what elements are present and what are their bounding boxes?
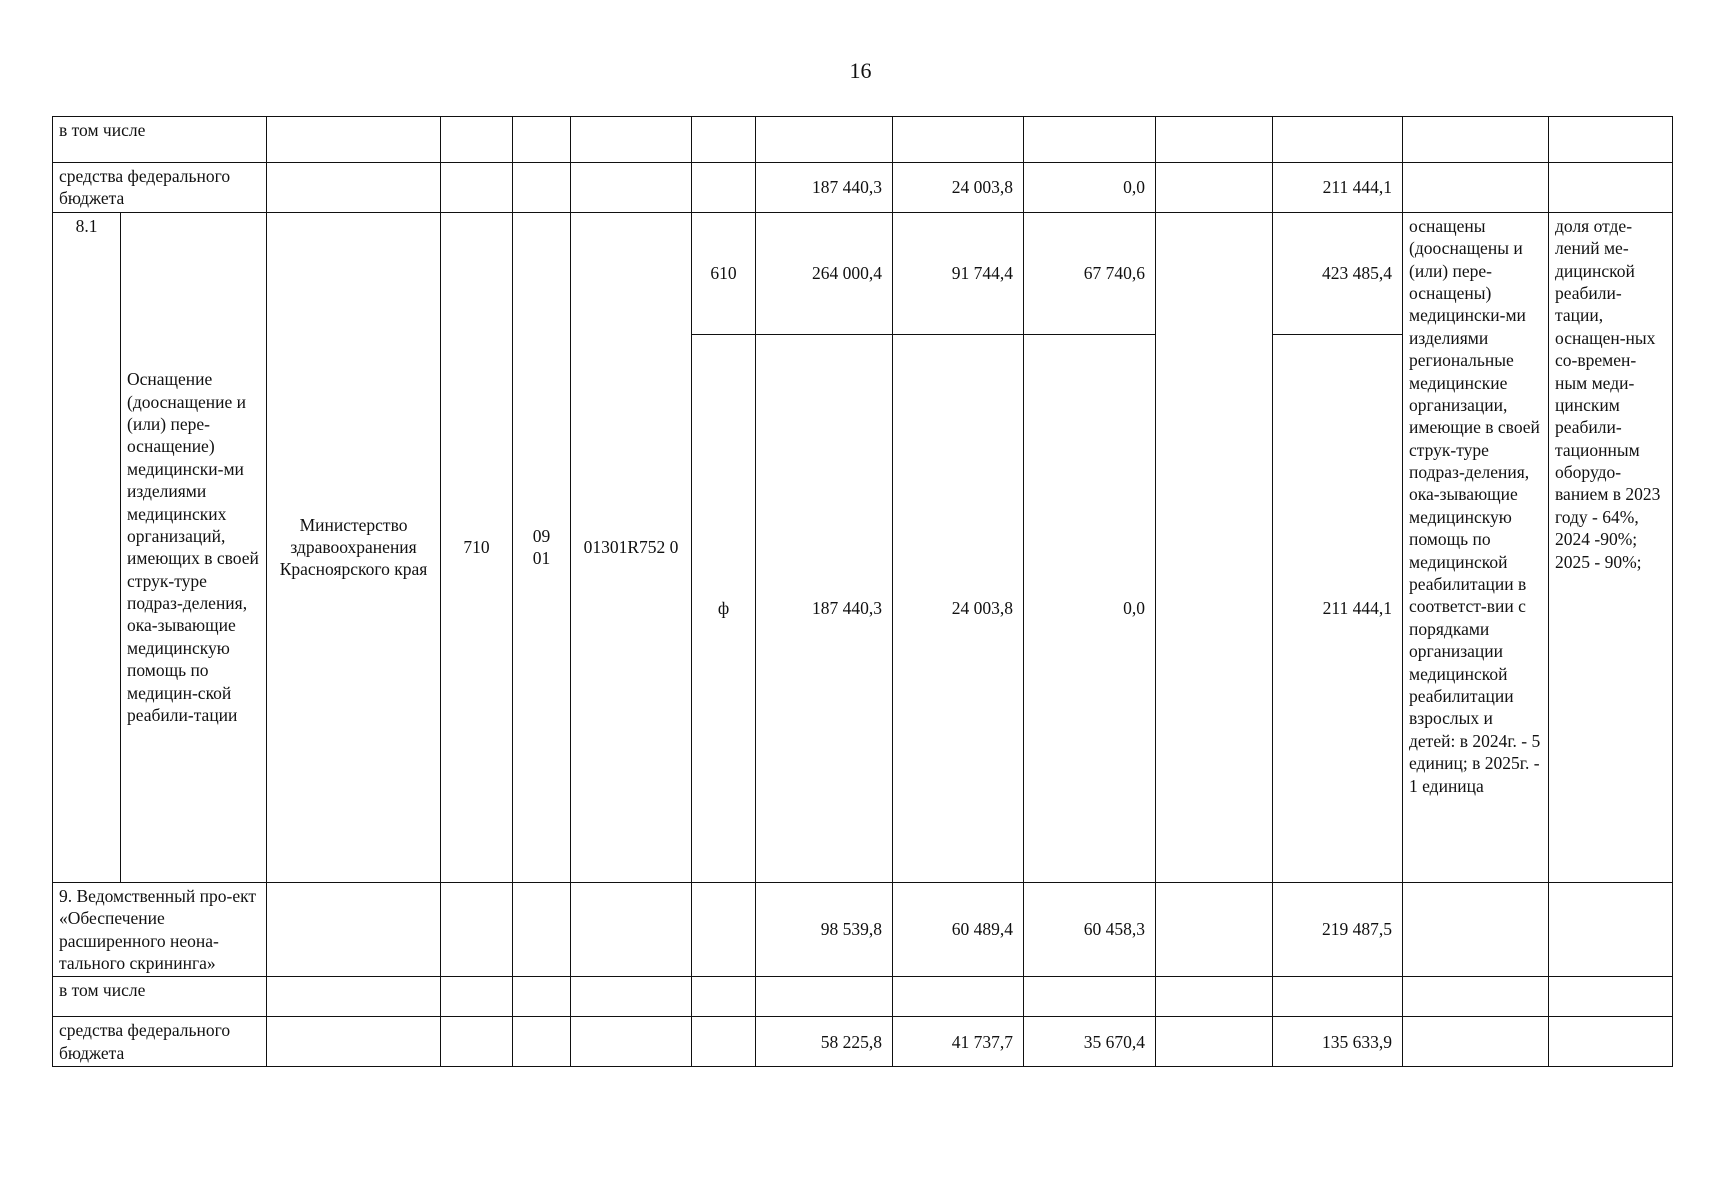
page-number: 16 [849,58,872,83]
table-row-including-1 [53,117,1673,163]
amount-2024: 91 744,4 [893,212,1024,334]
table-row-federal-budget-1 [53,163,1673,213]
amount-2024: 60 489,4 [893,882,1024,977]
amount-total: 211 444,1 [1273,334,1403,882]
amount-2024: 41 737,7 [893,1017,1024,1067]
expected-result: оснащены (дооснащены и (или) пере-оснащены) медицински-ми изделиями региональные медицинские организации, имеющие в своей струк-туре подраз-деления, ока-зывающие медицинскую помощь по медицинской реабилитации в соответст-вии с порядками организации медицинской реабилитации взрослых и детей: в 2024г. - 5 единиц; в 2025г. - 1 единица [1403,212,1549,882]
amount-2025: 35 670,4 [1024,1017,1156,1067]
amount-2023: 264 000,4 [756,212,893,334]
item-number: 8.1 [53,212,121,882]
amount-2023: 98 539,8 [756,882,893,977]
amount-2023: 187 440,3 [756,334,893,882]
vr-code-federal: ф [692,334,756,882]
rzpr-code: 09 01 [513,212,571,882]
table-row-including-2 [53,977,1673,1017]
amount-2023: 58 225,8 [756,1017,893,1067]
amount-total: 135 633,9 [1273,1017,1403,1067]
amount-total: 211 444,1 [1273,163,1403,213]
including-label: в том числе [53,117,267,163]
amount-total: 219 487,5 [1273,882,1403,977]
federal-budget-label: средства федерального бюджета [53,1017,267,1067]
item-name: Оснащение (дооснащение и (или) пере-оснащение) медицински-ми изделиями медицинских организаций, имеющих в своей струк-туре подраз-деления, ока-зывающие медицинскую помощь по медицин-ской реабили-тации [121,212,267,882]
vr-code: 610 [692,212,756,334]
project-label: 9. Ведомственный про-ект «Обеспечение расширенного неона-тального скрининга» [53,882,267,977]
csr-code: 01301R752 0 [571,212,692,882]
including-label: в том числе [53,977,267,1017]
amount-2025: 60 458,3 [1024,882,1156,977]
grbs-code: 710 [441,212,513,882]
amount-2023: 187 440,3 [756,163,893,213]
amount-2025: 0,0 [1024,334,1156,882]
target-indicator: доля отде-лений ме-дицинской реабили-тации, оснащен-ных со-времен-ным меди-цинским реабили-тационным оборудо-ванием в 2023 году - 64%, 2024 -90%; 2025 - 90%; [1549,212,1673,882]
amount-2025: 0,0 [1024,163,1156,213]
amount-2024: 24 003,8 [893,163,1024,213]
amount-2024: 24 003,8 [893,334,1024,882]
table-row-federal-budget-2 [53,1017,1673,1067]
executor: Министерство здравоохранения Красноярского края [267,212,441,882]
budget-table [52,116,1673,1067]
amount-2025: 67 740,6 [1024,212,1156,334]
table-row-project-9 [53,882,1673,977]
table-row-item-8-1 [53,212,1673,334]
federal-budget-label: средства федерального бюджета [53,163,267,213]
amount-total: 423 485,4 [1273,212,1403,334]
